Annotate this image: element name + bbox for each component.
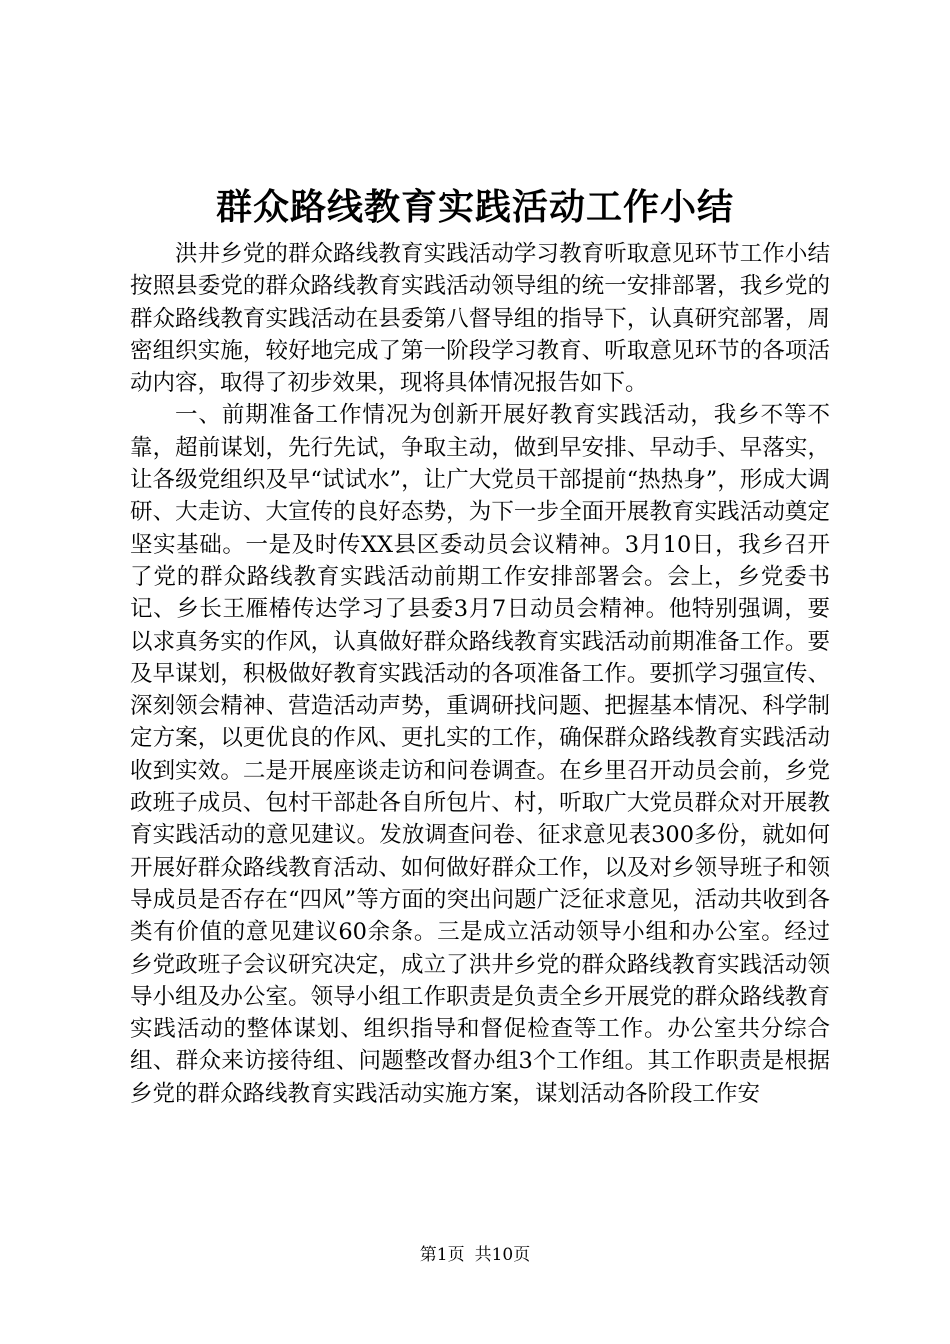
page-number: 第1页 <box>419 1245 465 1265</box>
paragraph-intro: 洪井乡党的群众路线教育实践活动学习教育听取意见环节工作小结按照县委党的群众路线教育实践活动领导组的统一安排部署，我乡党的群众路线教育实践活动在县委第八督导组的指导下，认真研究部署，周密组织实施，较好地完成了第一阶段学习教育、听取意见环节的各项活动内容，取得了初步效果，现将具体情况报告如下。 <box>130 241 830 397</box>
document-body <box>130 238 830 1110</box>
paragraph-section-one: 一、前期准备工作情况为创新开展好教育实践活动，我乡不等不靠，超前谋划，先行先试，争取主动，做到早安排、早动手、早落实，让各级党组织及早“试试水”，让广大党员干部提前“热热身”，形成大调研、大走访、大宣传的良好态势，为下一步全面开展教育实践活动奠定坚实基础。一是及时传XX县区委动员会议精神。3月10日，我乡召开了党的群众路线教育实践活动前期工作安排部署会。会上，乡党委书记、乡长王雁椿传达学习了县委3月7日动员会精神。他特别强调，要以求真务实的作风，认真做好群众路线教育实践活动前期准备工作。要及早谋划，积极做好教育实践活动的各项准备工作。要抓学习强宣传、深刻领会精神、营造活动声势，重调研找问题、把握基本情况、科学制定方案，以更优良的作风、更扎实的工作，确保群众路线教育实践活动收到实效。二是开展座谈走访和问卷调查。在乡里召开动员会前，乡党政班子成员、包村干部赴各自所包片、村，听取广大党员群众对开展教育实践活动的意见建议。发放调查问卷、征求意见表300多份，就如何开展好群众路线教育活动、如何做好群众工作，以及对乡领导班子和领导成员是否存在“四风”等方面的突出问题广泛征求意见，活动共收到各类有价值的意见建议60余条。三是成立活动领导小组和办公室。经过乡党政班子会议研究决定，成立了洪井乡党的群众路线教育实践活动领导小组及办公室。领导小组工作职责是负责全乡开展党的群众路线教育实践活动的整体谋划、组织指导和督促检查等工作。办公室共分综合组、群众来访接待组、问题整改督办组3个工作组。其工作职责是根据乡党的群众路线教育实践活动实施方案，谋划活动各阶段工作安 <box>130 402 830 1107</box>
page-footer <box>0 1243 950 1267</box>
page-total: 共10页 <box>474 1245 531 1265</box>
document-title: 群众路线教育实践活动工作小结 <box>215 186 734 228</box>
